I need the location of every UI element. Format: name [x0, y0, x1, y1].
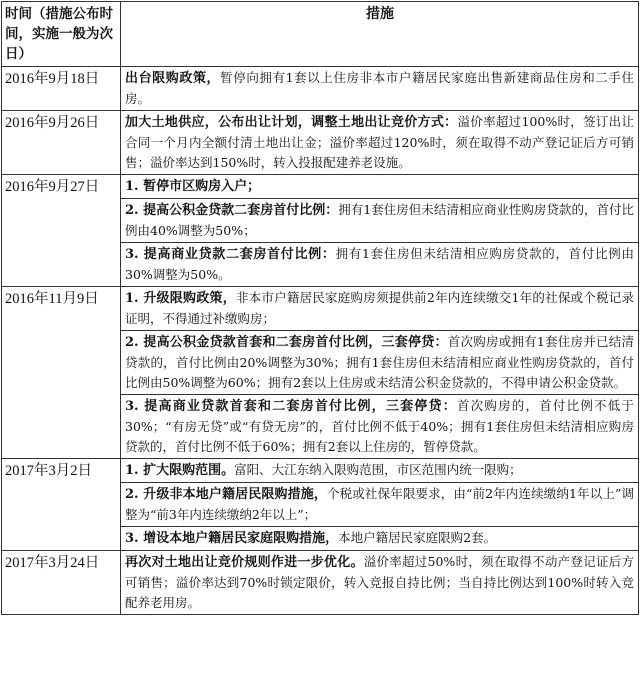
- measure-heading: 3. 提高商业贷款二套房首付比例：: [125, 247, 336, 262]
- row-date: 2017年3月2日: [2, 459, 121, 551]
- table-row: [2, 175, 639, 287]
- measure-heading: 1. 升级限购政策，: [125, 291, 236, 306]
- measure-detail: 首次购房的，首付比例不低于30%；“有房无贷”或“有贷无房”的，首付比例不低于40%；拥有1套住房但未结清相应购房贷款的，首付比例不低于60%；拥有2套以上住房的，暂停贷款。: [125, 398, 634, 454]
- measure-heading: 加大土地供应，公布出让计划，调整土地出让竞价方式：: [125, 115, 458, 130]
- measure-heading: 1. 扩大限购范围。: [125, 463, 235, 478]
- measure-detail: 溢价率超过50%时，须在取得不动产登记证后方可销售；溢价率达到70%时锁定限价，转入竞报自持比例；当自持比例达到100%时转入竞配养老用房。: [125, 554, 634, 610]
- row-measures: [121, 551, 639, 615]
- row-measures: [121, 287, 639, 459]
- table-row: [2, 551, 639, 615]
- row-measures: [121, 67, 639, 111]
- measure-detail: 首次购房或拥有1套住房并已结清贷款的，首付比例由20%调整为30%；拥有1套住房但未结清相应商业性购房贷款的，首付比例由50%调整为60%；拥有2套以上住房或未结清公积金贷款的，不得申请公积金贷款。: [125, 334, 634, 390]
- measure-item: [121, 526, 638, 550]
- row-measures: [121, 175, 639, 287]
- row-date: 2016年9月18日: [2, 67, 121, 111]
- measure-item: [121, 482, 638, 526]
- table-row: [2, 111, 639, 175]
- row-date: 2016年11月9日: [2, 287, 121, 459]
- table-row: [2, 459, 639, 551]
- measure-detail: 个税或社保年限要求，由“前2年内连续缴纳1年以上”调整为“前3年内连续缴纳2年以上”；: [125, 486, 634, 522]
- measure-detail: 拥有1套住房但未结清相应商业性购房贷款的，首付比例由40%调整为50%；: [125, 202, 634, 238]
- measure-detail: 富阳、大江东纳入限购范围，市区范围内统一限购；: [234, 462, 522, 477]
- row-measures: [121, 459, 639, 551]
- row-date: 2016年9月27日: [2, 175, 121, 287]
- measure-item: [121, 242, 638, 286]
- table-row: [2, 67, 639, 111]
- measure-detail: 本地户籍居民家庭限购2套。: [338, 530, 497, 545]
- measure-column-header: 措施: [121, 2, 639, 67]
- row-date: 2017年3月24日: [2, 551, 121, 615]
- measure-item: [121, 330, 638, 394]
- measure-detail: 溢价率超过100%时，签订出让合同一个月内全额付清土地出让金；溢价率超过120%时，须在取得不动产登记证后方可销售；溢价率达到150%时，转入投报配建养老设施。: [125, 114, 634, 170]
- measure-heading: 3. 提高商业贷款首套和二套房首付比例，三套停贷：: [125, 399, 457, 414]
- measure-detail: 暂停向拥有1套以上住房非本市户籍居民家庭出售新建商品住房和二手住房。: [125, 70, 634, 106]
- measure-item: [121, 287, 638, 330]
- measure-detail: 非本市户籍居民家庭购房须提供前2年内连续缴交1年的社保或个税记录证明，不得通过补缴购房；: [125, 290, 634, 326]
- measure-heading: 2. 提高公积金贷款二套房首付比例：: [125, 203, 339, 218]
- measure-item: [121, 111, 638, 174]
- measure-item: [121, 175, 638, 198]
- measure-item: [121, 67, 638, 110]
- measure-heading: 2. 升级非本地户籍居民限购措施，: [125, 487, 328, 502]
- row-measures: [121, 111, 639, 175]
- measure-heading: 再次对土地出让竞价规则作进一步优化。: [125, 555, 364, 570]
- measure-item: [121, 459, 638, 482]
- time-column-header: 时间（措施公布时间，实施一般为次日）: [2, 2, 121, 67]
- table-row: [2, 287, 639, 459]
- measure-heading: 2. 提高公积金贷款首套和二套房首付比例，三套停贷：: [125, 335, 448, 350]
- measure-item: [121, 551, 638, 614]
- policy-table: [1, 1, 639, 615]
- row-date: 2016年9月26日: [2, 111, 121, 175]
- measure-heading: 出台限购政策，: [125, 71, 221, 86]
- measure-detail: 拥有1套住房但未结清相应购房贷款的，首付比例由30%调整为50%。: [125, 246, 634, 282]
- measure-heading: 3. 增设本地户籍居民家庭限购措施，: [125, 531, 339, 546]
- measure-item: [121, 198, 638, 242]
- measure-heading: 1. 暂停市区购房入户；: [125, 179, 261, 194]
- measure-item: [121, 394, 638, 458]
- table-body: [2, 67, 639, 615]
- header-row: [2, 2, 639, 67]
